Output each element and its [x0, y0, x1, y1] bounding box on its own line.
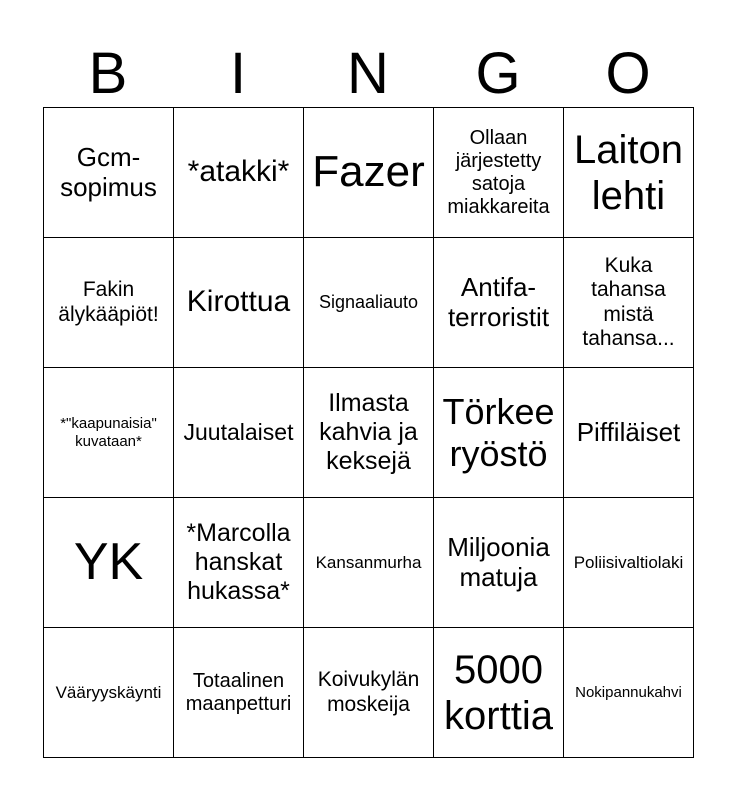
board-row-4: [44, 498, 694, 628]
header-letter-i: I: [229, 41, 247, 106]
bingo-cell[interactable]: Poliisivaltiolaki: [564, 498, 694, 628]
bingo-board: [43, 107, 694, 758]
header-letter-n: N: [347, 41, 389, 106]
bingo-cell[interactable]: Ilmasta kahvia ja keksejä: [304, 368, 434, 498]
bingo-cell[interactable]: Gcm-sopimus: [44, 108, 174, 238]
bingo-cell[interactable]: Vääryyskäynti: [44, 628, 174, 758]
bingo-cell[interactable]: 5000 korttia: [434, 628, 564, 758]
bingo-header: [43, 40, 693, 108]
bingo-cell[interactable]: Kansanmurha: [304, 498, 434, 628]
board-row-5: [44, 628, 694, 758]
bingo-cell[interactable]: Nokipannukahvi: [564, 628, 694, 758]
header-letter-o: O: [605, 41, 651, 106]
bingo-cell[interactable]: Piffiläiset: [564, 368, 694, 498]
bingo-cell[interactable]: *Marcolla hanskat hukassa*: [174, 498, 304, 628]
bingo-cell[interactable]: Miljoonia matuja: [434, 498, 564, 628]
bingo-cell[interactable]: Fazer: [304, 108, 434, 238]
board-row-3: [44, 368, 694, 498]
bingo-cell[interactable]: Signaaliauto: [304, 238, 434, 368]
bingo-cell[interactable]: Fakin älykääpiöt!: [44, 238, 174, 368]
board-row-2: [44, 238, 694, 368]
bingo-cell[interactable]: Törkee ryöstö: [434, 368, 564, 498]
bingo-cell[interactable]: Koivukylän moskeija: [304, 628, 434, 758]
bingo-cell[interactable]: Ollaan järjestetty satoja miakkareita: [434, 108, 564, 238]
bingo-cell[interactable]: *"kaapunaisia" kuvataan*: [44, 368, 174, 498]
bingo-cell[interactable]: Juutalaiset: [174, 368, 304, 498]
bingo-cell[interactable]: *atakki*: [174, 108, 304, 238]
bingo-cell[interactable]: YK: [44, 498, 174, 628]
header-letter-g: G: [475, 41, 521, 106]
bingo-cell[interactable]: Kirottua: [174, 238, 304, 368]
bingo-cell[interactable]: Antifa-terroristit: [434, 238, 564, 368]
header-letter-b: B: [88, 41, 128, 106]
bingo-cell[interactable]: Totaalinen maanpetturi: [174, 628, 304, 758]
bingo-cell[interactable]: Kuka tahansa mistä tahansa...: [564, 238, 694, 368]
board-row-1: [44, 108, 694, 238]
bingo-cell[interactable]: Laiton lehti: [564, 108, 694, 238]
